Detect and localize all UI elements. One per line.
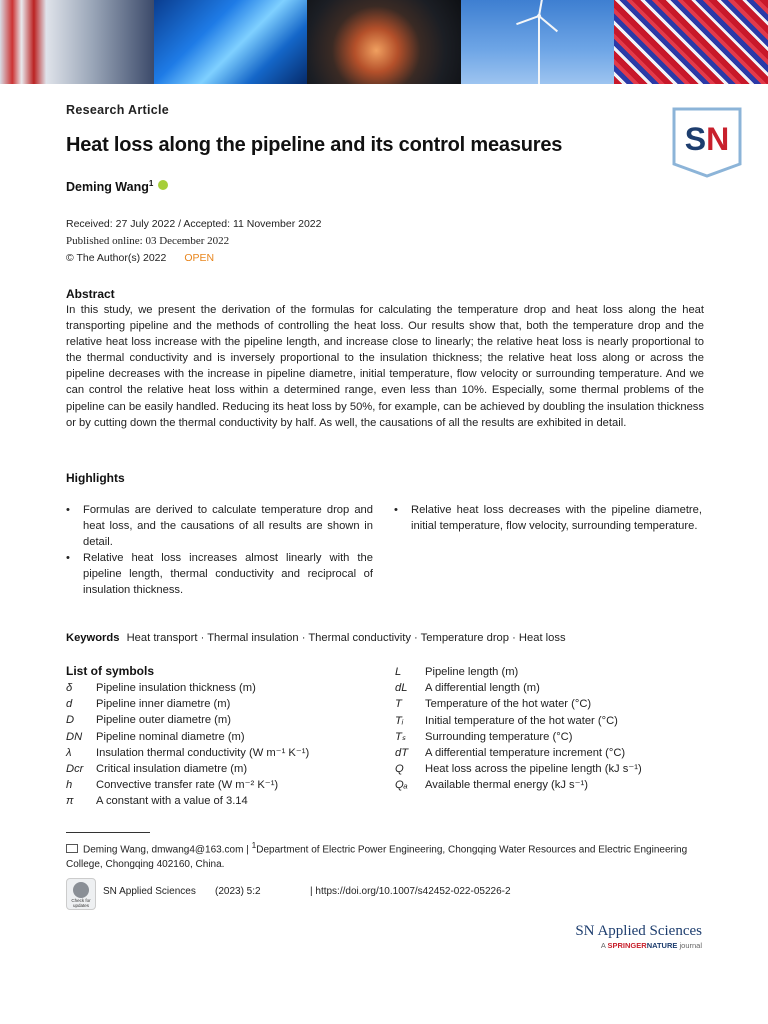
highlights-heading: Highlights (66, 471, 125, 485)
symbols-right-column (395, 664, 642, 794)
symbol-desc: Initial temperature of the hot water (°C) (425, 714, 618, 727)
symbols-heading: List of symbols (66, 664, 155, 678)
symbol: D (66, 714, 75, 727)
symbol: λ (66, 746, 72, 759)
symbol: DN (66, 730, 83, 743)
symbol-desc: Pipeline nominal diametre (m) (96, 730, 245, 743)
contact-email[interactable]: Deming Wang, dmwang4@163.com (83, 844, 244, 856)
symbol-desc: A constant with a value of 3.14 (96, 795, 248, 808)
journal-name: SN Applied Sciences (575, 923, 702, 939)
symbol-row (66, 696, 309, 712)
symbol-desc: Temperature of the hot water (°C) (425, 698, 592, 711)
symbol-desc: Heat loss across the pipeline length (kJ s⁻¹) (425, 763, 642, 776)
check-updates-label: Check for updates (71, 898, 91, 908)
symbol-row (66, 712, 309, 728)
orcid-icon[interactable] (158, 180, 168, 190)
symbol-row (395, 713, 642, 729)
symbol-desc: Convective transfer rate (W m⁻² K⁻¹) (96, 779, 279, 792)
symbol-desc: Pipeline insulation thickness (m) (96, 682, 256, 694)
symbol: dL (395, 682, 408, 695)
symbol-desc: Pipeline length (m) (425, 666, 519, 678)
symbol: T (395, 698, 402, 711)
received-accepted: Received: 27 July 2022 / Accepted: 11 November 2022 (66, 218, 322, 230)
symbol: d (66, 698, 73, 711)
highlight-item: • Formulas are derived to calculate temperature drop and heat loss, and the causations of all results are shown in detail. (66, 502, 373, 550)
author-line (66, 179, 168, 194)
symbol-desc: Pipeline outer diametre (m) (96, 714, 231, 727)
article-title: Heat loss along the pipeline and its control measures (66, 134, 563, 156)
footer-doi-link[interactable]: | https://doi.org/10.1007/s42452-022-05226-2 (310, 886, 511, 897)
check-for-updates-badge[interactable] (66, 878, 96, 910)
svg-text:SN: SN (684, 121, 730, 157)
header-banner (0, 0, 768, 84)
symbol-row (66, 793, 309, 809)
symbol-row (395, 664, 642, 680)
symbol-row (395, 761, 642, 777)
symbol-desc: Pipeline inner diametre (m) (96, 698, 231, 711)
symbol-row (395, 777, 642, 793)
publisher-line (575, 941, 702, 950)
author-name: Deming Wang (66, 180, 149, 195)
banner-image-wind-turbine (461, 0, 615, 84)
banner-image-water (154, 0, 308, 84)
abstract-text: In this study, we present the derivation of the formulas for calculating the temperature drop and heat loss along the heat transporting pipeline and the methods of controlling the heat loss. Our results show that, both the temperature drop and the relative heat loss increase with the pipeline length, and increase close to linearly; the relative heat loss is nearly proportional to the thermal conductivity and is inversely proportional to the insulation thickness; the relative heat loss along or across the pipeline decreases with the increase in pipeline diametre, initial temperature, flow velocity or surrounding temperature. And we can control the relative heat loss within a determined range, even less than 10%. Especially, some thermal problems of the pipeline can be easily handled. Reducing its heat loss by 50%, for example, can be achieved by doubling the insulation thickness or by cutting down the thermal conductivity by half. As well, the causations of all the results are exhibited in detail. (66, 304, 704, 429)
symbol-desc: A differential temperature increment (°C) (425, 746, 626, 759)
symbol: dT (395, 746, 409, 759)
footnote: Deming Wang, dmwang4@163.com | $^1$Department of Electric Power Engineering, Chongqing Water Resources and Electric Engineering College, Chongqing 402160, China. (66, 840, 688, 870)
symbol-row (395, 729, 642, 745)
footnote-rule (66, 832, 150, 833)
symbol: Tₛ (395, 730, 407, 743)
symbol-row (395, 696, 642, 712)
keywords (66, 632, 566, 644)
footer-journal: SN Applied Sciences (103, 886, 196, 897)
copyright-line (66, 250, 321, 267)
symbol: δ (66, 682, 73, 694)
keywords-text: Heat transport · Thermal insulation · Thermal conductivity · Temperature drop · Heat loss (126, 632, 566, 644)
banner-image-molecules (614, 0, 768, 84)
publisher-nature: NATURE (646, 941, 678, 950)
copyright: © The Author(s) 2022 (66, 252, 167, 264)
highlights-left-column (66, 502, 373, 599)
abstract-heading: Abstract (66, 287, 115, 301)
banner-image-coil (307, 0, 461, 84)
envelope-icon (66, 844, 78, 853)
symbol-desc: Available thermal energy (kJ s⁻¹) (425, 779, 589, 792)
publisher-suffix: journal (679, 941, 702, 950)
symbol-desc: A differential length (m) (425, 682, 540, 695)
keywords-label: Keywords (66, 632, 120, 644)
highlights-right-column (394, 502, 702, 534)
symbol-row (66, 761, 309, 777)
symbol: Qₐ (395, 779, 408, 792)
symbol: π (66, 795, 74, 808)
symbol: Q (395, 763, 404, 776)
symbol: Dcr (66, 762, 84, 775)
symbol-row (395, 680, 642, 696)
open-access-badge: OPEN (184, 252, 215, 264)
sn-logo-icon (671, 106, 743, 178)
symbol-row (66, 729, 309, 745)
symbol-row (66, 745, 309, 761)
symbols-left-column (66, 680, 309, 810)
symbol: L (395, 666, 402, 678)
article-type: Research Article (66, 103, 169, 117)
symbol-row (395, 745, 642, 761)
symbol-desc: Insulation thermal conductivity (W m⁻¹ K⁻¹) (96, 746, 310, 759)
highlight-item: • Relative heat loss increases almost linearly with the pipeline length, thermal conductivity and reciprocal of insulation thickness. (66, 550, 373, 598)
symbol: Tᵢ (395, 714, 404, 727)
check-updates-icon (73, 882, 89, 898)
symbol-desc: Surrounding temperature (°C) (425, 730, 573, 743)
publisher-springer: SPRINGER (607, 941, 647, 950)
journal-brand (575, 923, 702, 950)
banner-image-lab (0, 0, 154, 84)
highlight-item: • Relative heat loss decreases with the pipeline diametre, initial temperature, flow velocity, surrounding temperature. (394, 502, 702, 534)
symbol-row (66, 680, 309, 696)
affiliation-mark: 1 (148, 179, 154, 188)
symbol-row (66, 777, 309, 793)
symbol-desc: Critical insulation diametre (m) (96, 762, 248, 775)
published-online: Published online: 03 December 2022 (66, 235, 230, 247)
footer-volume: (2023) 5:2 (215, 886, 261, 897)
publication-dates (66, 216, 321, 267)
symbol: h (66, 779, 73, 792)
affiliation-text: Department of Electric Power Engineering, Chongqing Water Resources and Electric Engineering College, Chongqing 402160, China. (66, 844, 688, 870)
publisher-prefix: A (600, 941, 606, 950)
